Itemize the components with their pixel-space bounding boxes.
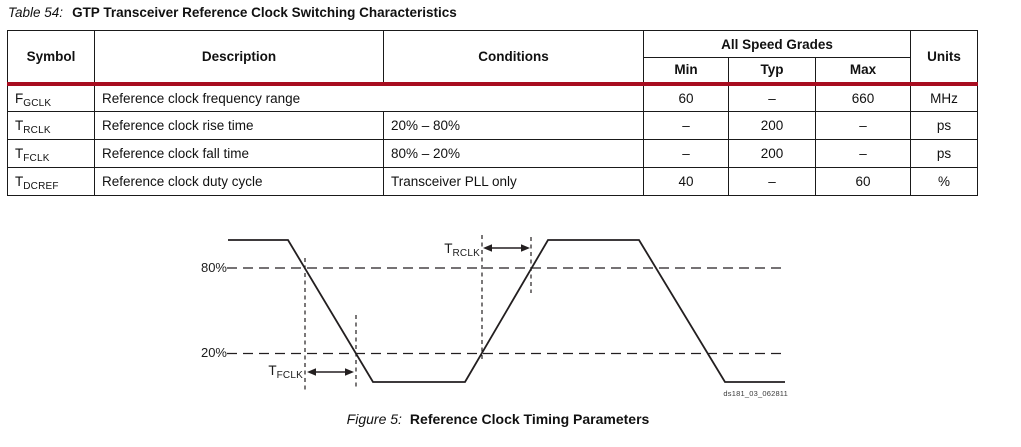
symbol-cell	[8, 112, 95, 140]
table-row	[8, 84, 978, 112]
max-cell: 660	[816, 84, 911, 112]
description-cell: Reference clock fall time	[95, 140, 384, 168]
typ-cell: –	[729, 84, 816, 112]
threshold-20-label: 20%	[200, 345, 227, 360]
symbol-sub: DCREF	[23, 181, 59, 192]
symbol-main: F	[15, 90, 24, 106]
symbol-main: T	[15, 174, 24, 189]
description-cell: Reference clock frequency range	[95, 84, 644, 112]
figure-caption	[0, 411, 996, 427]
table-row	[8, 112, 978, 140]
description-cell: Reference clock rise time	[95, 112, 384, 140]
header-description: Description	[95, 31, 384, 84]
table-row	[8, 140, 978, 168]
description-cell: Reference clock duty cycle	[95, 168, 384, 196]
symbol-sub: RCLK	[23, 125, 51, 136]
units-cell: ps	[911, 112, 978, 140]
max-cell: –	[816, 112, 911, 140]
conditions-cell: 80% – 20%	[384, 140, 644, 168]
figure-title-text: Reference Clock Timing Parameters	[409, 411, 650, 427]
tfclk-sub: FCLK	[276, 370, 303, 381]
tfclk-arrowhead-right	[345, 368, 354, 376]
header-max: Max	[816, 58, 911, 84]
tfclk-arrowhead-left	[307, 368, 316, 376]
trclk-main: T	[444, 241, 453, 256]
characteristics-table	[7, 30, 978, 196]
max-cell: 60	[816, 168, 911, 196]
typ-cell: 200	[729, 112, 816, 140]
units-cell: MHz	[911, 84, 978, 112]
tfclk-label	[268, 364, 303, 380]
min-cell: 60	[644, 84, 729, 112]
header-typ: Typ	[729, 58, 816, 84]
symbol-main: T	[15, 146, 24, 161]
figure-number-label: Figure 5:	[346, 411, 402, 427]
drawing-reference-id: ds181_03_062811	[723, 389, 788, 398]
max-cell: –	[816, 140, 911, 168]
header-units: Units	[911, 31, 978, 84]
min-cell: –	[644, 112, 729, 140]
min-cell: 40	[644, 168, 729, 196]
trclk-sub: RCLK	[452, 248, 480, 259]
table-title	[8, 5, 457, 20]
trclk-label	[444, 242, 480, 258]
typ-cell: –	[729, 168, 816, 196]
trclk-arrowhead-right	[521, 244, 530, 252]
header-conditions: Conditions	[384, 31, 644, 84]
symbol-main: T	[15, 118, 24, 133]
symbol-sub: GCLK	[23, 97, 52, 109]
units-cell: ps	[911, 140, 978, 168]
conditions-cell: 20% – 80%	[384, 112, 644, 140]
table-row	[8, 168, 978, 196]
symbol-cell	[8, 168, 95, 196]
units-cell: %	[911, 168, 978, 196]
header-speed-grades: All Speed Grades	[644, 31, 911, 58]
waveform-svg	[0, 225, 1021, 407]
symbol-sub: FCLK	[23, 153, 50, 164]
trclk-arrowhead-left	[483, 244, 492, 252]
table-title-text: GTP Transceiver Reference Clock Switching Characteristics	[72, 5, 457, 20]
symbol-cell	[8, 140, 95, 168]
symbol-cell	[8, 84, 95, 112]
header-symbol: Symbol	[8, 31, 95, 84]
table-number-label: Table 54:	[8, 5, 64, 20]
conditions-cell: Transceiver PLL only	[384, 168, 644, 196]
header-min: Min	[644, 58, 729, 84]
threshold-80-label: 80%	[200, 260, 227, 275]
typ-cell: 200	[729, 140, 816, 168]
clock-waveform	[228, 240, 785, 382]
tfclk-main: T	[268, 363, 277, 378]
min-cell: –	[644, 140, 729, 168]
timing-diagram	[0, 225, 1021, 407]
